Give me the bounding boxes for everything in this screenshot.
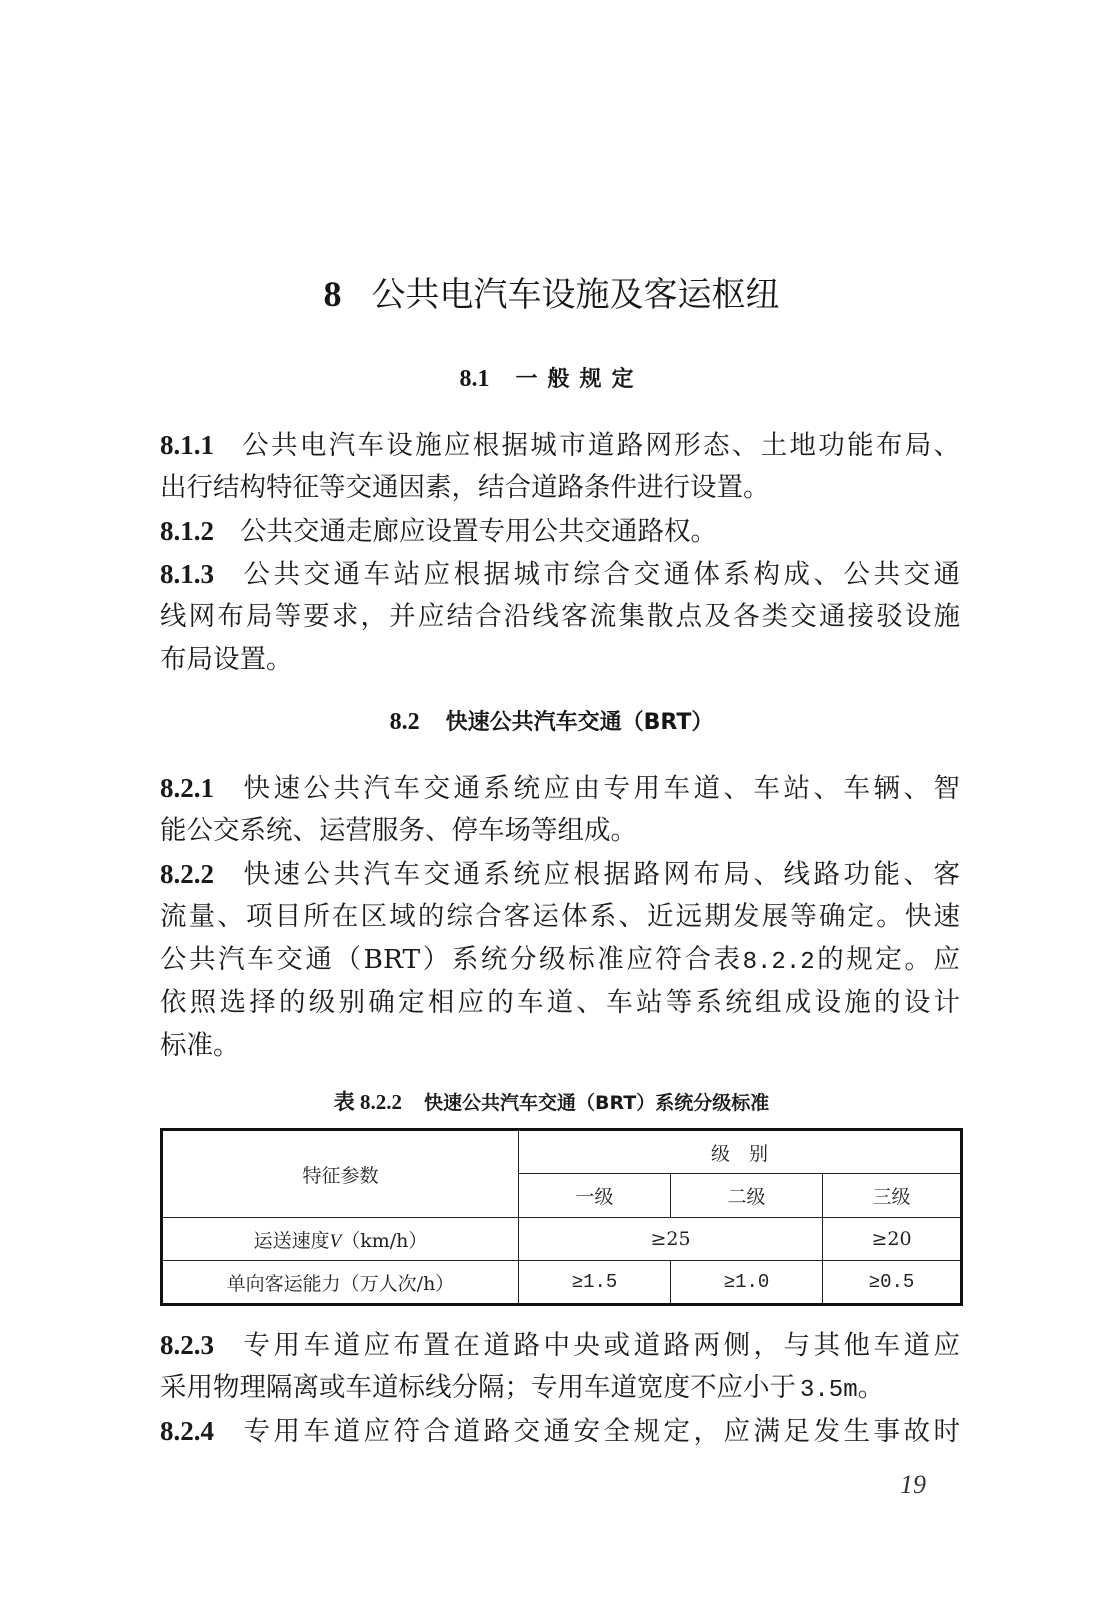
clause-text: 公共汽车交通（BRT）系统分级标准应符合表: [160, 944, 743, 975]
param-unit: （km/h）: [341, 1229, 428, 1252]
page-number: 19: [900, 1470, 926, 1499]
header-grade-3: 三级: [823, 1174, 962, 1218]
clause-text: 公共交通车站应根据城市综合交通体系构成、公共交通: [240, 559, 960, 590]
header-grade-cell: 级 别: [519, 1130, 962, 1174]
clause-text: 。: [857, 1372, 885, 1403]
lane-width-value: 3.5m: [800, 1377, 858, 1404]
clause-text: 公共交通走廊应设置专用公共交通路权。: [240, 516, 717, 547]
param-variable: V: [329, 1230, 342, 1252]
table-reference: 8.2.2: [742, 949, 815, 976]
clause-number: 8.2.2: [160, 859, 214, 889]
clause-8-1-3-line-3: [160, 643, 960, 677]
clause-8-1-1-line-1: [160, 428, 960, 463]
clause-text: 流量、项目所在区域的综合客运体系、近远期发展等确定。快速: [160, 901, 960, 932]
clause-number: 8.1.3: [160, 559, 214, 589]
clause-text: 依照选择的级别确定相应的车道、车站等系统组成设施的设计: [160, 987, 960, 1018]
table-row: [162, 1218, 962, 1261]
value-grade-2: ≥1.0: [671, 1261, 823, 1305]
clause-8-2-3-line-2: [160, 1371, 960, 1408]
clause-text: 采用物理隔离或车道标线分隔；专用车道宽度不应小于: [160, 1372, 796, 1403]
section-number: 8.2: [389, 709, 420, 735]
clause-number: 8.1.2: [160, 516, 214, 546]
header-grade-1: 一级: [519, 1174, 671, 1218]
brt-grade-table: [160, 1128, 963, 1306]
clause-text: 出行结构特征等交通因素，结合道路条件进行设置。: [160, 472, 770, 503]
value-grade-1: ≥1.5: [519, 1261, 671, 1305]
chapter-title: [0, 272, 1103, 317]
table-number: 表 8.2.2: [333, 1090, 402, 1114]
clause-text: 能公交系统、运营服务、停车场等组成。: [160, 815, 637, 846]
clause-number: 8.2.4: [160, 1416, 214, 1446]
clause-8-1-1-line-2: [160, 471, 960, 505]
clause-text: 专用车道应布置在道路中央或道路两侧，与其他车道应: [240, 1330, 960, 1361]
clause-8-2-1-line-1: [160, 771, 960, 806]
clause-text: 标准。: [160, 1030, 240, 1061]
row-param-cell: 单向客运能力（万人次/h）: [162, 1261, 519, 1305]
section-heading-8-2: [0, 707, 1103, 738]
clause-8-2-4-line-1: [160, 1414, 960, 1449]
header-param-cell: 特征参数: [162, 1130, 519, 1218]
chapter-number: 8: [323, 274, 342, 314]
clause-text: 线网布局等要求，并应结合沿线客流集散点及各类交通接驳设施: [160, 601, 960, 632]
clause-number: 8.2.1: [160, 773, 214, 803]
section-heading-8-1: [0, 364, 1103, 395]
value-grade-3: ≥20: [823, 1218, 962, 1261]
clause-8-1-3-line-2: [160, 600, 960, 634]
clause-text: 快速公共汽车交通系统应由专用车道、车站、车辆、智: [240, 773, 960, 804]
param-label: 运送速度: [253, 1229, 330, 1252]
clause-8-2-2-line-2: [160, 900, 960, 934]
clause-8-2-2-line-5: [160, 1029, 960, 1063]
clause-text: 公共电汽车设施应根据城市道路网形态、土地功能布局、: [240, 430, 960, 461]
row-param-cell: [162, 1218, 519, 1261]
clause-text: 的规定。应: [814, 944, 961, 975]
clause-text: 快速公共汽车交通系统应根据路网布局、线路功能、客: [240, 859, 960, 890]
value-grade-3: ≥0.5: [823, 1261, 962, 1305]
header-grade-2: 二级: [671, 1174, 823, 1218]
table-caption: [0, 1088, 1103, 1117]
value-grade-1-2: ≥25: [519, 1218, 823, 1261]
clause-8-2-2-line-1: [160, 857, 960, 892]
section-number: 8.1: [459, 366, 490, 392]
table-header-row: [162, 1130, 962, 1174]
clause-8-2-2-line-4: [160, 986, 960, 1020]
chapter-title-text: 公共电汽车设施及客运枢纽: [371, 275, 780, 315]
section-title: 快速公共汽车交通（BRT）: [445, 710, 714, 735]
section-title: 一般规定: [515, 367, 644, 392]
clause-8-2-1-line-2: [160, 814, 960, 848]
clause-text: 专用车道应符合道路交通安全规定，应满足发生事故时: [240, 1416, 960, 1447]
clause-8-1-3-line-1: [160, 557, 960, 592]
clause-number: 8.2.3: [160, 1330, 214, 1360]
clause-8-1-2-line-1: [160, 514, 960, 549]
clause-8-2-3-line-1: [160, 1328, 960, 1363]
clause-8-2-2-line-3: [160, 943, 960, 980]
table-title: 快速公共汽车交通（BRT）系统分级标准: [424, 1092, 770, 1114]
table-row: [162, 1261, 962, 1305]
clause-number: 8.1.1: [160, 430, 214, 460]
clause-text: 布局设置。: [160, 644, 293, 675]
